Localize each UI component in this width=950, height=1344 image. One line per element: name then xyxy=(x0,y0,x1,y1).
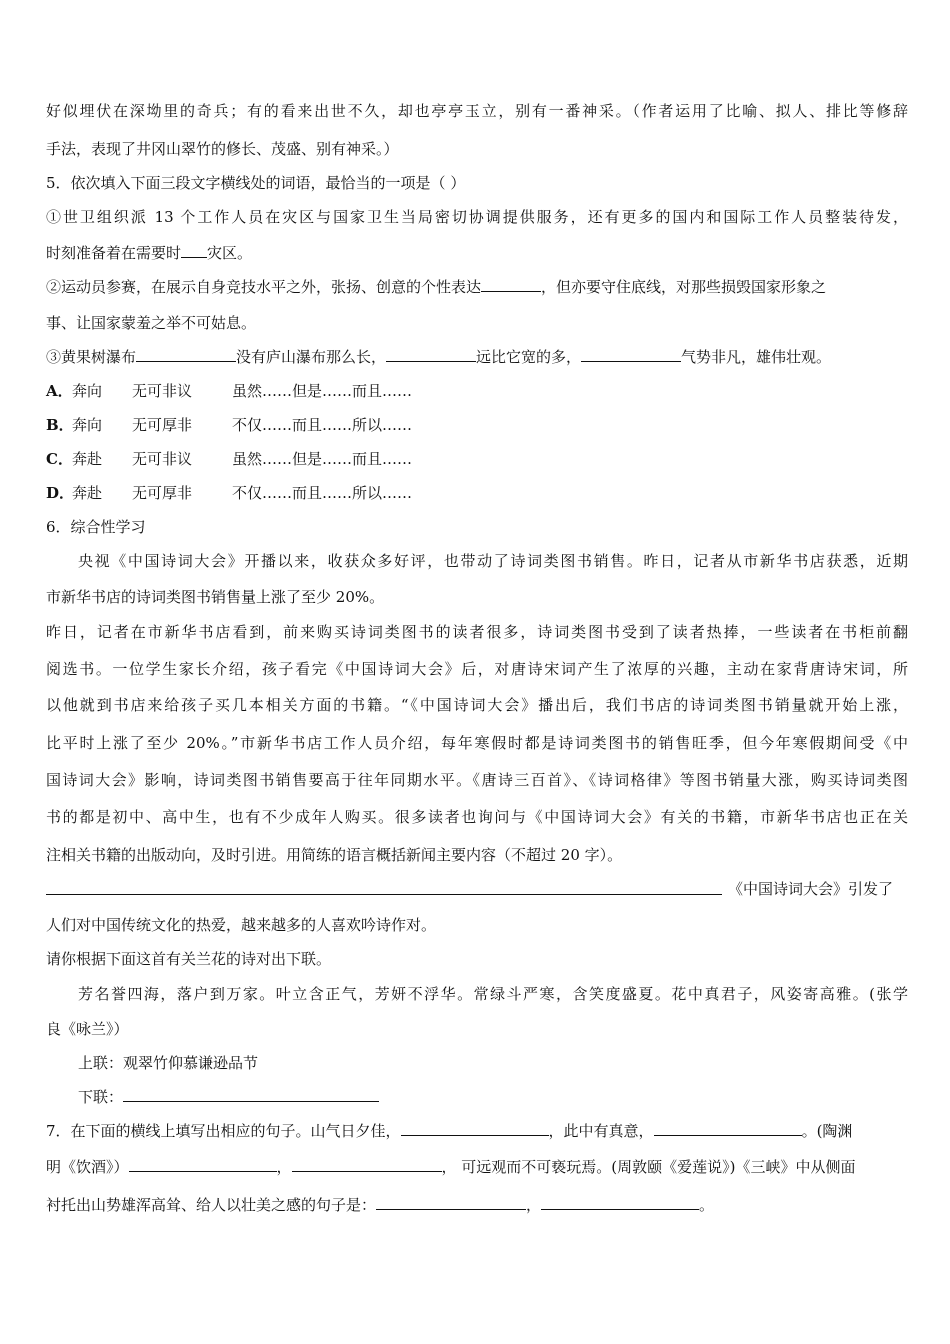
q5-sentence-3 xyxy=(46,347,908,367)
option-word-3: 不仅……而且……所以…… xyxy=(232,484,413,502)
q6-news-line: 以他就到书店来给孩子买几本相关方面的书籍。“《中国诗词大会》播出后，我们书店的诗词类图书销量就开始上涨， xyxy=(46,696,908,714)
q7-l3-p2: ， xyxy=(526,1196,542,1214)
q6-news-line: 央视《中国诗词大会》开播以来，收获众多好评，也带动了诗词类图书销售。昨日，记者从市新华书店获悉，近期 xyxy=(78,552,908,570)
q6-answer-tail: 《中国诗词大会》引发了 xyxy=(728,880,894,898)
q5-sentence-1b xyxy=(46,243,908,263)
option-word-3: 虽然……但是……而且…… xyxy=(232,382,413,400)
q7-blank-6[interactable] xyxy=(541,1195,699,1210)
q6-couplet-prompt: 请你根据下面这首有关兰花的诗对出下联。 xyxy=(46,950,332,968)
q5-sentence-2b: 事、让国家蒙羞之举不可姑息。 xyxy=(46,314,257,332)
q6-lower-couplet xyxy=(78,1087,908,1107)
q5-option-c[interactable] xyxy=(46,449,908,469)
q6-news-line: 比平时上涨了至少 20%。”市新华书店工作人员介绍，每年寒假时都是诗词类图书的销售旺季，但今年寒假期间受《中 xyxy=(46,734,908,752)
q6-poem-line-2: 良《咏兰》） xyxy=(46,1020,129,1038)
q7-l1-p3: 。(陶渊 xyxy=(801,1122,853,1140)
q6-lower-label: 下联： xyxy=(78,1088,124,1106)
q7-line-3 xyxy=(46,1195,908,1215)
q5-stem: 5．依次填入下面三段文字横线处的词语，最恰当的一项是（ ） xyxy=(46,174,466,192)
q5-sentence-2a xyxy=(46,277,908,297)
q5-s3-p2: 没有庐山瀑布那么长， xyxy=(236,348,387,366)
q7-l3-p3: 。 xyxy=(699,1196,715,1214)
option-word-2: 无可厚非 xyxy=(132,416,193,434)
option-label: C． xyxy=(46,450,73,468)
option-label: D． xyxy=(46,484,75,502)
option-label: B． xyxy=(46,416,74,434)
q7-blank-5[interactable] xyxy=(376,1195,526,1210)
q6-poem-line-1: 芳名誉四海，落户到万家。叶立含正气，芳妍不浮华。常绿斗严寒，含笑度盛夏。花中真君子，风姿寄高雅。(张学 xyxy=(78,985,908,1003)
option-word-1: 奔赴 xyxy=(72,450,103,468)
q5-s3-p3: 远比它宽的多， xyxy=(476,348,582,366)
q5-option-d[interactable] xyxy=(46,483,908,503)
q7-l2-p1: 明《饮酒》） xyxy=(46,1158,129,1176)
q7-l2-p3: ， 可远观而不可亵玩焉。(周敦颐《爱莲说》)《三峡》中从侧面 xyxy=(441,1158,856,1176)
q6-title: 6．综合性学习 xyxy=(46,518,146,536)
q5-blank-2[interactable] xyxy=(481,277,541,292)
option-word-2: 无可非议 xyxy=(132,382,193,400)
q5-s2a-pre: ②运动员参赛，在展示自身竞技水平之外，张扬、创意的个性表达 xyxy=(46,278,482,296)
q5-blank-1[interactable] xyxy=(181,243,207,258)
q7-l2-p2: ， xyxy=(276,1158,292,1176)
q7-l3-p1: 衬托出山势雄浑高耸、给人以壮美之感的句子是： xyxy=(46,1196,377,1214)
q7-blank-3[interactable] xyxy=(129,1157,277,1172)
q7-line-2 xyxy=(46,1157,908,1177)
q7-blank-2[interactable] xyxy=(654,1121,802,1136)
q6-lower-blank[interactable] xyxy=(123,1087,379,1102)
q7-line-1 xyxy=(46,1121,908,1141)
option-label: A． xyxy=(46,382,73,400)
option-word-1: 奔向 xyxy=(72,382,103,400)
q6-news-line: 国诗词大会》影响，诗词类图书销售要高于往年同期水平。《唐诗三百首》、《诗词格律》等图书销量大涨，购买诗词类图 xyxy=(46,771,908,789)
option-word-1: 奔向 xyxy=(72,416,103,434)
q6-news-line: 昨日，记者在市新华书店看到，前来购买诗词类图书的读者很多，诗词类图书受到了读者热捧，一些读者在书柜前翻 xyxy=(46,623,908,641)
q5-blank-3c[interactable] xyxy=(581,347,681,362)
q5-s1b-pre: 时刻准备着在需要时 xyxy=(46,244,182,262)
option-word-3: 不仅……而且……所以…… xyxy=(232,416,413,434)
q5-option-b[interactable] xyxy=(46,415,908,435)
option-word-2: 无可厚非 xyxy=(132,484,193,502)
q5-sentence-1a: ①世卫组织派 13 个工作人员在灾区与国家卫生当局密切协调提供服务，还有更多的国内和国际工作人员整装待发， xyxy=(46,208,908,226)
option-word-2: 无可非议 xyxy=(132,450,193,468)
q6-answer-line-2: 人们对中国传统文化的热爱，越来越多的人喜欢吟诗作对。 xyxy=(46,916,437,934)
q7-blank-4[interactable] xyxy=(292,1157,442,1172)
intro-line-1: 好似埋伏在深坳里的奇兵；有的看来出世不久，却也亭亭玉立，别有一番神采。（作者运用了比喻、拟人、排比等修辞 xyxy=(46,102,908,120)
q5-s1b-post: 灾区。 xyxy=(207,244,253,262)
q5-blank-3a[interactable] xyxy=(136,347,236,362)
q6-news-line: 市新华书店的诗词类图书销售量上涨了至少 20%。 xyxy=(46,588,385,606)
q5-blank-3b[interactable] xyxy=(386,347,476,362)
q5-s2a-post: ，但亦要守住底线，对那些损毁国家形象之 xyxy=(541,278,827,296)
q7-l1-p2: ，此中有真意， xyxy=(548,1122,654,1140)
q6-news-line: 阅选书。一位学生家长介绍，孩子看完《中国诗词大会》后，对唐诗宋词产生了浓厚的兴趣，主动在家背唐诗宋词，所 xyxy=(46,660,908,678)
option-word-1: 奔赴 xyxy=(72,484,103,502)
q5-s3-p4: 气势非凡，雄伟壮观。 xyxy=(681,348,832,366)
q7-blank-1[interactable] xyxy=(401,1121,549,1136)
q7-l1-p1: 7．在下面的横线上填写出相应的句子。山气日夕佳， xyxy=(46,1122,401,1140)
option-word-3: 虽然……但是……而且…… xyxy=(232,450,413,468)
q6-answer-blank[interactable] xyxy=(46,894,722,895)
q6-upper-couplet: 上联：观翠竹仰慕谦逊品节 xyxy=(78,1054,259,1072)
q5-s3-p1: ③黄果树瀑布 xyxy=(46,348,137,366)
q6-news-line: 书的都是初中、高中生，也有不少成年人购买。很多读者也询问与《中国诗词大会》有关的书籍，市新华书店也正在关 xyxy=(46,808,908,826)
q6-news-line: 注相关书籍的出版动向，及时引进。用简练的语言概括新闻主要内容（不超过 20 字）。 xyxy=(46,846,623,864)
intro-line-2: 手法，表现了井冈山翠竹的修长、茂盛、别有神采。） xyxy=(46,140,399,158)
q5-option-a[interactable] xyxy=(46,381,908,401)
